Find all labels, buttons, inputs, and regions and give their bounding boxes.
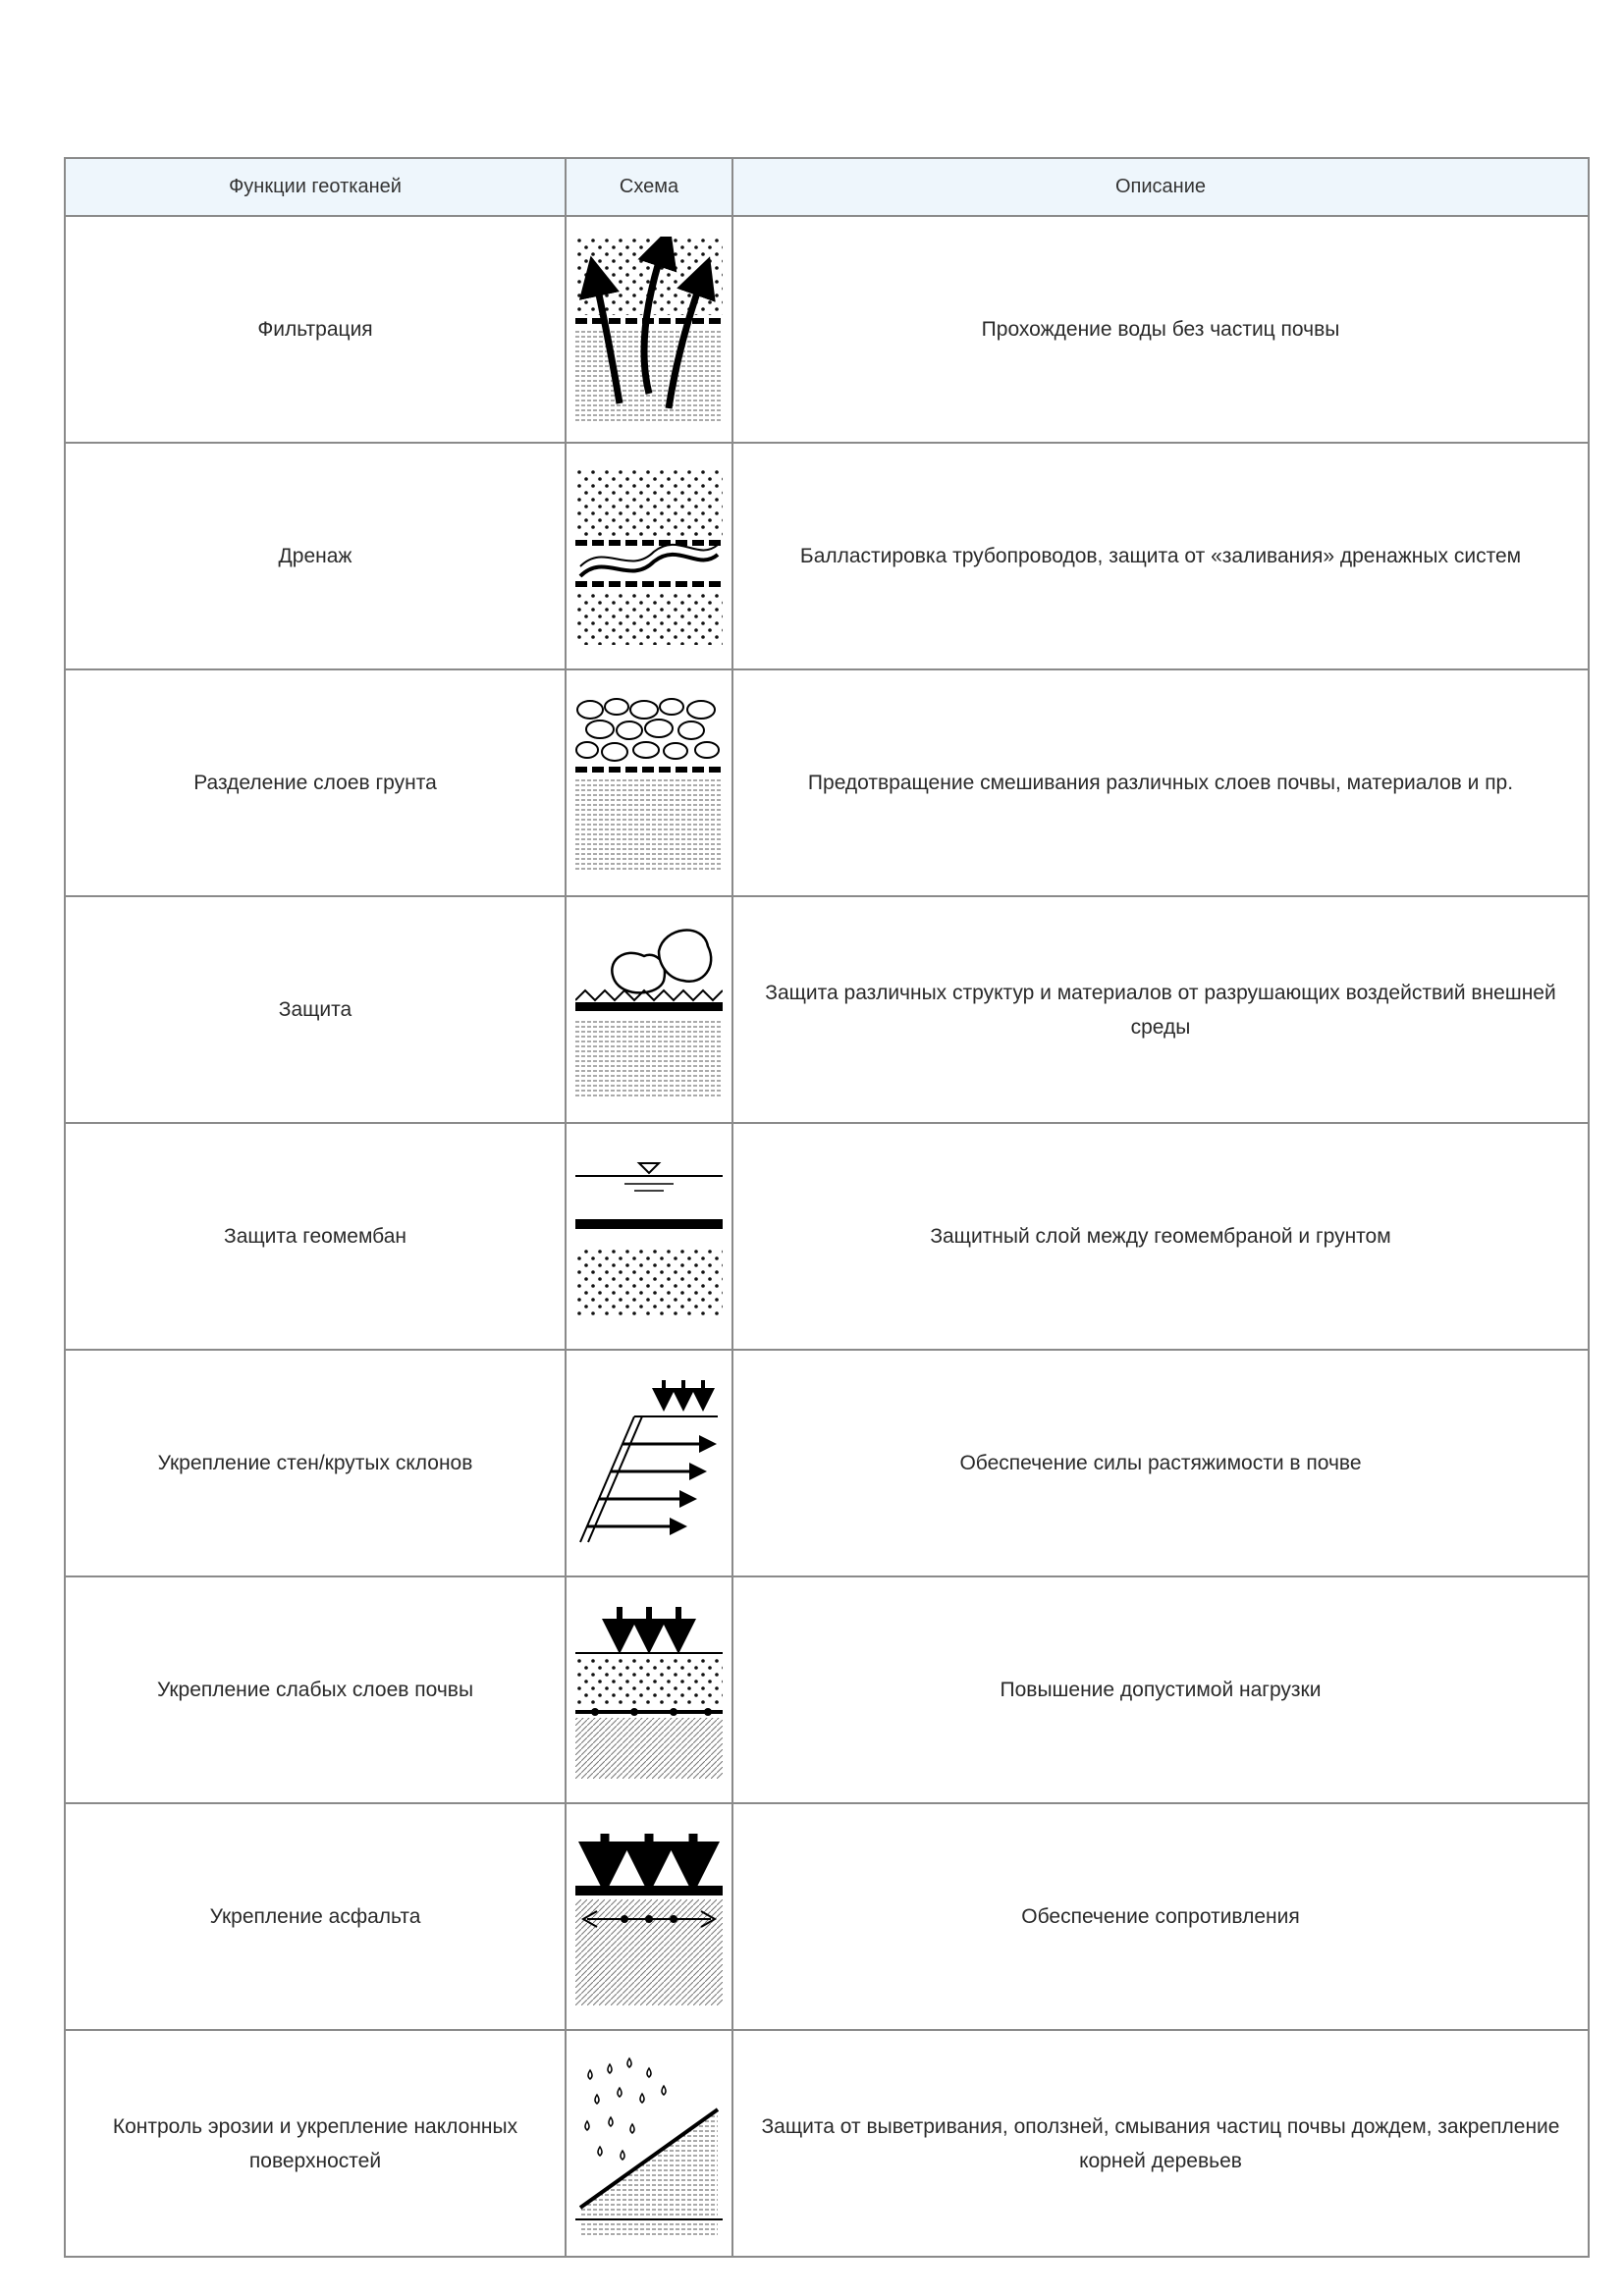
- table-row: [65, 1350, 1589, 1576]
- description-cell: Прохождение воды без частиц почвы: [732, 216, 1589, 443]
- function-cell: Укрепление стен/крутых склонов: [65, 1350, 566, 1576]
- function-cell: Фильтрация: [65, 216, 566, 443]
- table-row: [65, 1803, 1589, 2030]
- description-cell: Обеспечение сопротивления: [732, 1803, 1589, 2030]
- filtration-scheme-icon: [575, 237, 723, 423]
- table-row: [65, 1123, 1589, 1350]
- header-description: Описание: [732, 158, 1589, 216]
- header-function: Функции геотканей: [65, 158, 566, 216]
- table-header-row: [65, 158, 1589, 216]
- table-row: [65, 216, 1589, 443]
- function-cell: Защита: [65, 896, 566, 1123]
- erosion-control-scheme-icon: [575, 2051, 723, 2237]
- function-cell: Дренаж: [65, 443, 566, 669]
- function-cell: Укрепление слабых слоев почвы: [65, 1576, 566, 1803]
- table-row: [65, 1576, 1589, 1803]
- function-cell: Разделение слоев грунта: [65, 669, 566, 896]
- separation-scheme-icon: [575, 695, 723, 872]
- geomembrane-scheme-icon: [575, 1158, 723, 1315]
- drainage-scheme-icon: [575, 468, 723, 645]
- description-cell: Защита от выветривания, оползней, смывания частиц почвы дождем, закрепление корней деревьев: [732, 2030, 1589, 2257]
- description-cell: Балластировка трубопроводов, защита от «заливания» дренажных систем: [732, 443, 1589, 669]
- table-row: [65, 669, 1589, 896]
- asphalt-reinforcement-scheme-icon: [575, 1829, 723, 2005]
- geotextile-functions-table: [64, 157, 1590, 2258]
- table-row: [65, 2030, 1589, 2257]
- description-cell: Защитный слой между геомембраной и грунтом: [732, 1123, 1589, 1350]
- description-cell: Обеспечение силы растяжимости в почве: [732, 1350, 1589, 1576]
- function-cell: Защита геомембан: [65, 1123, 566, 1350]
- header-scheme: Схема: [566, 158, 732, 216]
- table-row: [65, 443, 1589, 669]
- function-cell: Контроль эрозии и укрепление наклонных поверхностей: [65, 2030, 566, 2257]
- description-cell: Предотвращение смешивания различных слоев почвы, материалов и пр.: [732, 669, 1589, 896]
- description-cell: Защита различных структур и материалов от разрушающих воздействий внешней среды: [732, 896, 1589, 1123]
- table-row: [65, 896, 1589, 1123]
- function-cell: Укрепление асфальта: [65, 1803, 566, 2030]
- description-cell: Повышение допустимой нагрузки: [732, 1576, 1589, 1803]
- wall-reinforcement-scheme-icon: [575, 1375, 723, 1552]
- soil-reinforcement-scheme-icon: [575, 1602, 723, 1779]
- protection-scheme-icon: [575, 922, 723, 1098]
